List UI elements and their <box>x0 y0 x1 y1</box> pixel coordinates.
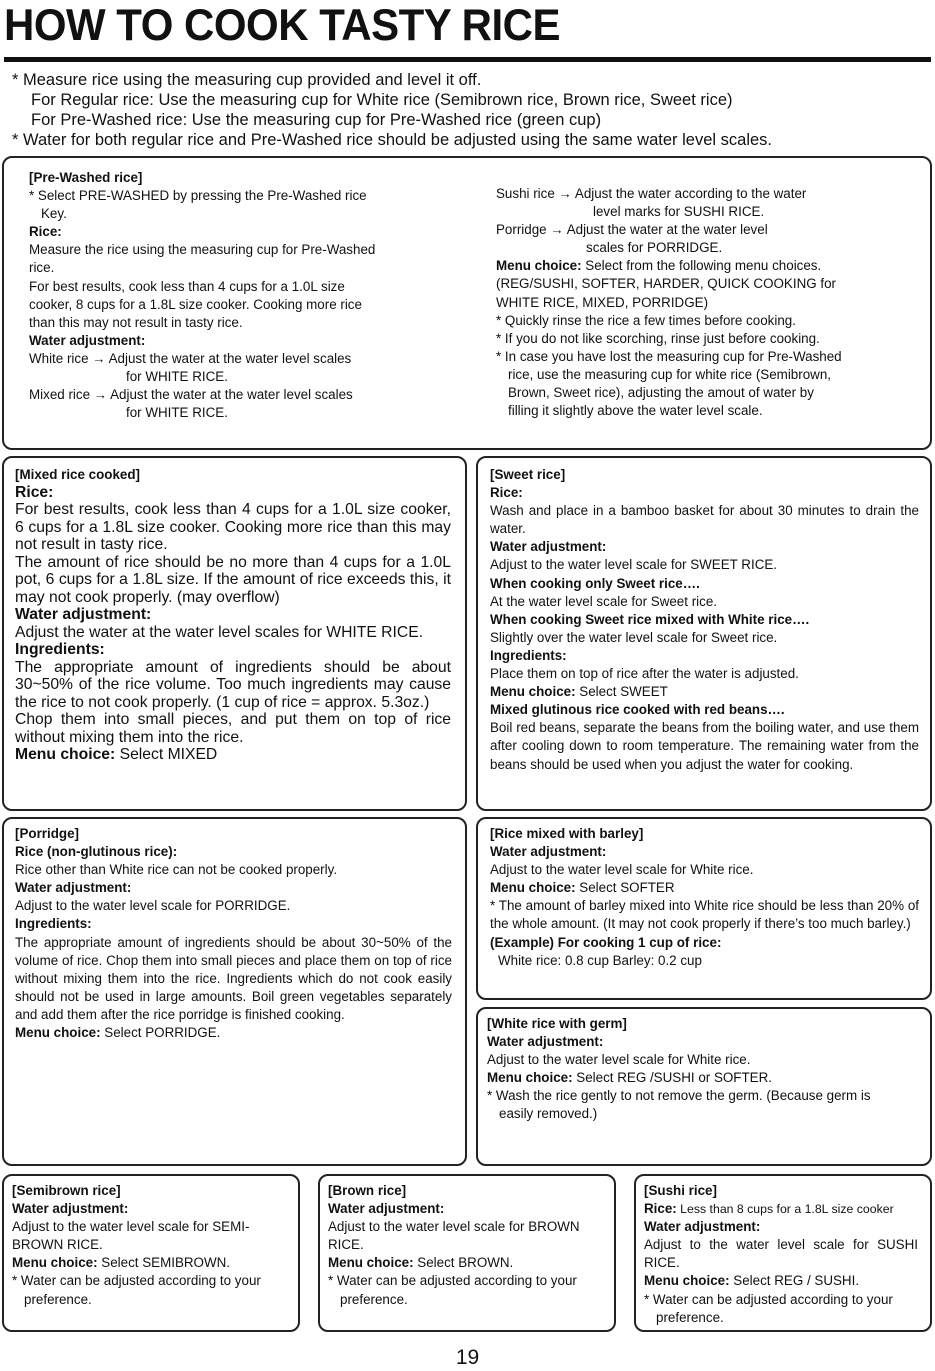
prewashed-white-1: White rice → Adjust the water at the water level scales <box>29 350 352 366</box>
germ-water-text: Adjust to the water level scale for White rice. <box>487 1052 751 1068</box>
sweet-only-heading: When cooking only Sweet rice…. <box>490 575 700 591</box>
sushi-heading: [Sushi rice] <box>644 1183 717 1198</box>
porridge-menu-text: Select PORRIDGE. <box>100 1025 221 1041</box>
prewashed-heading: [Pre-Washed rice] <box>29 170 143 185</box>
porridge-ingredients-text: The appropriate amount of ingredients should be about 30~50% of the volume of rice. Chop them into small pieces and place them on top of rice without mixing them into the rice. Ingredients which do not cook easily should not be used in large amounts. Boil green vegetables separately and add them after the rice porridge is finished cooking. <box>15 934 452 1022</box>
barley-menu-text: Select SOFTER <box>575 880 675 896</box>
prewashed-menu-text: Select from the following menu choices. <box>581 258 822 274</box>
barley-note: * The amount of barley mixed into White rice should be less than 20% of the whole amount. (It may not cook properly if there’s too much barley.) <box>490 898 919 932</box>
sushi-note-2: preference. <box>656 1309 724 1325</box>
prewashed-porridge-1: Porridge → Adjust the water at the water level <box>496 222 768 238</box>
prewashed-mixed-2: for WHITE RICE. <box>126 405 228 421</box>
barley-content <box>490 825 919 970</box>
prewashed-note-lost-2: rice, use the measuring cup for white rice (Semibrown, <box>508 366 831 382</box>
semibrown-menu-heading: Menu choice: <box>12 1255 98 1271</box>
brown-menu-text: Select BROWN. <box>413 1255 514 1271</box>
sweet-content <box>490 466 919 774</box>
mixed-menu-heading: Menu choice: <box>15 746 116 763</box>
prewashed-rice-heading: Rice: <box>29 224 62 240</box>
sweet-menu-text: Select SWEET <box>575 684 668 700</box>
prewashed-best-2: cooker, 8 cups for a 1.8L size cooker. Cooking more rice <box>29 296 362 312</box>
porridge-water-heading: Water adjustment: <box>15 880 132 896</box>
sushi-menu-heading: Menu choice: <box>644 1273 730 1289</box>
sushi-note-1: * Water can be adjusted according to your <box>644 1291 893 1307</box>
semibrown-note-2: preference. <box>24 1291 92 1307</box>
mixed-content <box>15 466 451 764</box>
mixed-ingredients-heading: Ingredients: <box>15 641 105 658</box>
sweet-rice-text: Wash and place in a bamboo basket for about 30 minutes to drain the water. <box>490 503 919 537</box>
mixed-ingredients-text: The appropriate amount of ingredients should be about 30~50% of the rice volume. Too much ingredients may cause the rice to not cook properly. (1 cup of rice = approx. 5.3oz.) <box>15 658 451 711</box>
barley-heading: [Rice mixed with barley] <box>490 826 644 841</box>
barley-water-text: Adjust to the water level scale for White rice. <box>490 862 754 878</box>
porridge-content <box>15 825 452 1042</box>
sweet-ingredients-heading: Ingredients: <box>490 647 567 663</box>
page-number: 19 <box>455 1346 480 1369</box>
sweet-mixed-white-text: Slightly over the water level scale for Sweet rice. <box>490 629 778 645</box>
intro-line-4: * Water for both regular rice and Pre-Washed rice should be adjusted using the same water level scales. <box>12 131 772 149</box>
prewashed-menu-3: WHITE RICE, MIXED, PORRIDGE) <box>496 294 709 310</box>
intro-line-3: For Pre-Washed rice: Use the measuring cup for Pre-Washed rice (green cup) <box>31 111 602 129</box>
prewashed-note-lost-4: filling it slightly above the water level scale. <box>508 403 763 419</box>
prewashed-note-rinse: * Quickly rinse the rice a few times before cooking. <box>496 312 796 328</box>
sweet-water-text: Adjust to the water level scale for SWEET RICE. <box>490 557 778 573</box>
germ-heading: [White rice with germ] <box>487 1016 627 1031</box>
semibrown-heading: [Semibrown rice] <box>12 1183 121 1198</box>
prewashed-right-column <box>496 185 921 420</box>
porridge-water-text: Adjust to the water level scale for PORRIDGE. <box>15 898 291 914</box>
porridge-ingredients-heading: Ingredients: <box>15 916 92 932</box>
title-rule <box>4 57 931 62</box>
semibrown-water-heading: Water adjustment: <box>12 1201 129 1217</box>
porridge-menu-heading: Menu choice: <box>15 1025 101 1041</box>
brown-water-heading: Water adjustment: <box>328 1201 445 1217</box>
porridge-rice-heading: Rice (non-glutinous rice): <box>15 844 178 860</box>
mixed-heading: [Mixed rice cooked] <box>15 467 141 482</box>
barley-water-heading: Water adjustment: <box>490 844 607 860</box>
sweet-glutinous-heading: Mixed glutinous rice cooked with red beans…. <box>490 702 785 718</box>
prewashed-menu-2: (REG/SUSHI, SOFTER, HARDER, QUICK COOKING for <box>496 276 837 292</box>
prewashed-note-scorch: * If you do not like scorching, rinse just before cooking. <box>496 330 820 346</box>
page-title: HOW TO COOK TASTY RICE <box>4 0 561 50</box>
sweet-only-text: At the water level scale for Sweet rice. <box>490 593 717 609</box>
prewashed-sushi-2: level marks for SUSHI RICE. <box>593 204 765 220</box>
semibrown-water-text: Adjust to the water level scale for SEMI-BROWN RICE. <box>12 1219 250 1253</box>
prewashed-rice-text: Measure the rice using the measuring cup for Pre-Washed <box>29 242 376 258</box>
semibrown-content <box>12 1182 287 1309</box>
germ-menu-heading: Menu choice: <box>487 1070 573 1086</box>
barley-example-heading: (Example) For cooking 1 cup of rice: <box>490 934 722 950</box>
germ-content <box>487 1015 922 1124</box>
mixed-amount-text: The amount of rice should be no more than 4 cups for a 1.0L pot, 6 cups for a 1.8L size. If the amount of rice exceeds this, it may not cook properly. (may overflow) <box>15 553 451 606</box>
sushi-water-text: Adjust to the water level scale for SUSHI RICE. <box>644 1237 918 1271</box>
semibrown-menu-text: Select SEMIBROWN. <box>97 1255 231 1271</box>
intro-line-1: * Measure rice using the measuring cup provided and level it off. <box>12 71 482 89</box>
prewashed-mixed-1: Mixed rice → Adjust the water at the water level scales <box>29 387 353 403</box>
semibrown-note-1: * Water can be adjusted according to your <box>12 1273 261 1289</box>
brown-menu-heading: Menu choice: <box>328 1255 414 1271</box>
barley-menu-heading: Menu choice: <box>490 880 576 896</box>
prewashed-sushi-1: Sushi rice → Adjust the water according to the water <box>496 186 807 201</box>
prewashed-water-heading: Water adjustment: <box>29 332 146 348</box>
mixed-menu-text: Select MIXED <box>115 746 218 763</box>
mixed-rice-text: For best results, cook less than 4 cups for a 1.0L size cooker, 6 cups for a 1.8L size cooker. Cooking more rice than this may not result in tasty rice. <box>15 501 451 553</box>
prewashed-note-cont: Key. <box>41 206 67 222</box>
mixed-chop-text: Chop them into small pieces, and put them on top of rice without mixing them into the rice. <box>15 711 451 746</box>
brown-note-1: * Water can be adjusted according to your <box>328 1273 577 1289</box>
sweet-menu-heading: Menu choice: <box>490 684 576 700</box>
germ-water-heading: Water adjustment: <box>487 1034 604 1050</box>
mixed-water-heading: Water adjustment: <box>15 606 152 623</box>
sweet-heading: [Sweet rice] <box>490 467 566 482</box>
sweet-water-heading: Water adjustment: <box>490 539 607 555</box>
prewashed-porridge-2: scales for PORRIDGE. <box>586 240 723 256</box>
prewashed-note: * Select PRE-WASHED by pressing the Pre-Washed rice <box>29 188 367 204</box>
sweet-glutinous-text: Boil red beans, separate the beans from the boiling water, and use them after cooling down to room temperature. The remaining water from the beans should be used when you adjust the water for cooking. <box>490 720 919 772</box>
barley-example-text: White rice: 0.8 cup Barley: 0.2 cup <box>498 952 702 968</box>
mixed-water-text: Adjust the water at the water level scales for WHITE RICE. <box>15 623 424 641</box>
prewashed-menu-heading: Menu choice: <box>496 258 582 274</box>
brown-heading: [Brown rice] <box>328 1183 407 1198</box>
sushi-rice-text: Less than 8 cups for a 1.8L size cooker <box>676 1202 894 1217</box>
prewashed-note-lost-3: Brown, Sweet rice), adjusting the amout of water by <box>508 385 814 401</box>
sushi-water-heading: Water adjustment: <box>644 1219 761 1235</box>
germ-note-2: easily removed.) <box>499 1106 598 1122</box>
porridge-heading: [Porridge] <box>15 826 79 841</box>
sushi-content <box>644 1182 918 1327</box>
brown-water-text: Adjust to the water level scale for BROWN RICE. <box>328 1219 580 1253</box>
sweet-rice-heading: Rice: <box>490 485 523 501</box>
sweet-ingredients-text: Place them on top of rice after the water is adjusted. <box>490 666 799 682</box>
intro-line-2: For Regular rice: Use the measuring cup for White rice (Semibrown rice, Brown rice, Sweet rice) <box>31 91 733 109</box>
germ-menu-text: Select REG /SUSHI or SOFTER. <box>572 1070 772 1086</box>
mixed-rice-heading: Rice: <box>15 483 54 501</box>
brown-content <box>328 1182 603 1309</box>
prewashed-best-1: For best results, cook less than 4 cups for a 1.0L size <box>29 278 345 294</box>
porridge-rice-text: Rice other than White rice can not be cooked properly. <box>15 862 338 878</box>
prewashed-left-column <box>29 169 469 422</box>
prewashed-best-3: than this may not result in tasty rice. <box>29 314 243 330</box>
germ-note-1: * Wash the rice gently to not remove the germ. (Because germ is <box>487 1088 871 1104</box>
prewashed-note-lost-1: * In case you have lost the measuring cup for Pre-Washed <box>496 348 842 364</box>
sushi-rice-heading: Rice: <box>644 1201 677 1217</box>
brown-note-2: preference. <box>340 1291 408 1307</box>
sweet-mixed-white-heading: When cooking Sweet rice mixed with White rice…. <box>490 611 810 627</box>
prewashed-white-2: for WHITE RICE. <box>126 369 228 385</box>
sushi-menu-text: Select REG / SUSHI. <box>729 1273 860 1289</box>
prewashed-rice-text-cont: rice. <box>29 260 55 276</box>
